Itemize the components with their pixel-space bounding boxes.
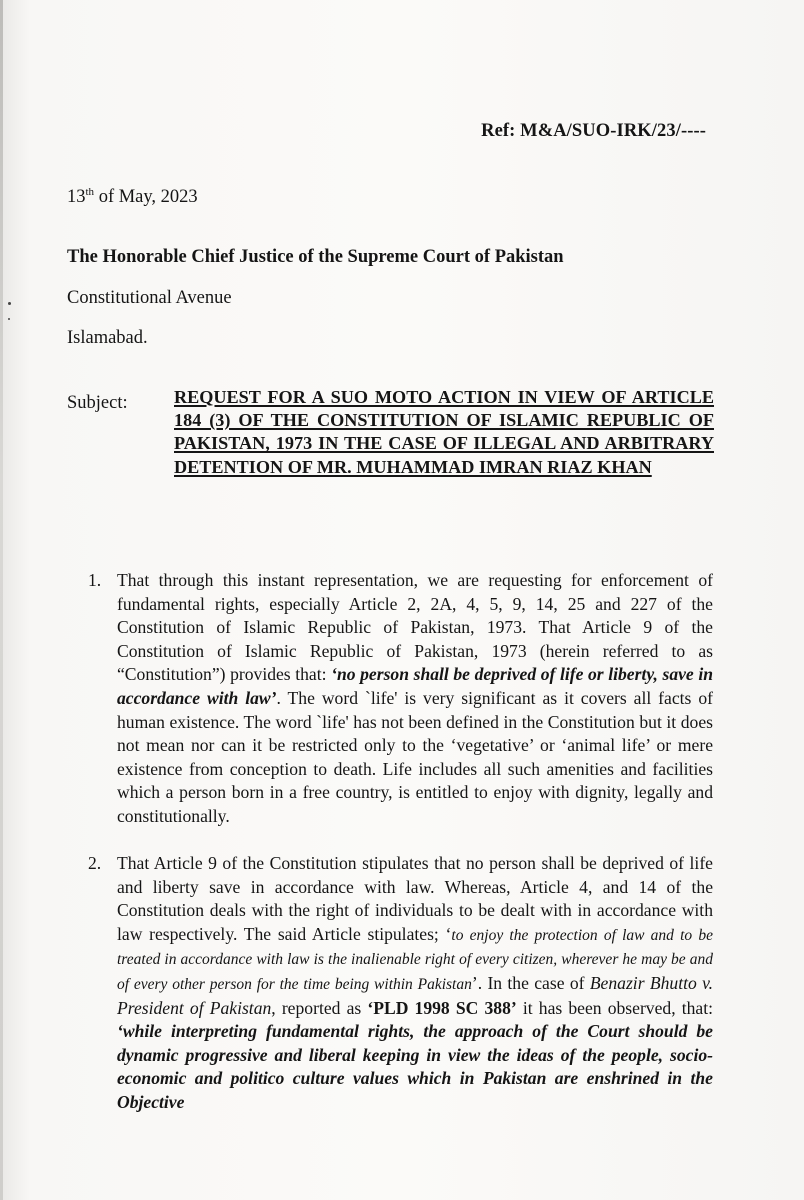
quoted-article-text: to enjoy the protection of law and to be treated in accordance with law is the inalienable right of every citizen, wherever he may be and of every other person for the time being within Pakistan [117, 926, 713, 993]
letter-date: 13th of May, 2023 [67, 186, 198, 207]
paragraph-1 [88, 569, 713, 829]
paragraph-body: That Article 9 of the Constitution stipulates that no person shall be deprived of life and liberty save in accordance with law. Whereas, Article 4, and 14 of the Constitution deals with the right of individuals to be dealt with in accordance with law respectively. The said Article stipulates; ‘to enjoy the protection of law and to be treated in accordance with law is the inalienable right of every citizen, wherever he may be and of every other person for the time being within Pakistan’. In the case of Benazir Bhutto v. President of Pakistan, reported as ‘PLD 1998 SC 388’ it has been observed, that: ‘while interpreting fundamental rights, the approach of the Court should be dynamic progressive and liberal keeping in view the ideas of the people, socio-economic and politico culture values which in Pakistan are enshrined in the Objective [117, 853, 714, 1112]
case-name: Benazir Bhutto v. President of Pakistan [117, 972, 714, 1018]
paragraph-number: 2. [88, 853, 102, 873]
court-observation-quote: ‘while interpreting fundamental rights, the approach of the Court should be dynamic progressive and liberal keeping in view the ideas of the people, socio-economic and politico culture values which in Pakistan are enshrined in the Objective [117, 1021, 713, 1112]
page-edge-shadow [0, 0, 3, 1200]
paragraph-2 [88, 852, 713, 1115]
addressee-title: The Honorable Chief Justice of the Supreme Court of Pakistan [67, 247, 564, 267]
scan-speck [8, 302, 11, 305]
addressee-line-1: Constitutional Avenue [67, 288, 232, 308]
subject-label: Subject: [67, 393, 128, 413]
quoted-law-text: ‘no person shall be deprived of life or liberty, save in accordance with law’ [117, 664, 713, 708]
subject-text: REQUEST FOR A SUO MOTO ACTION IN VIEW OF ARTICLE 184 (3) OF THE CONSTITUTION OF ISLAMIC REPUBLIC OF PAKISTAN, 1973 IN THE CASE OF ILLEGAL AND ARBITRARY DETENTION OF MR. MUHAMMAD IMRAN RIAZ KHAN [174, 387, 714, 477]
scan-speck [8, 318, 10, 320]
paragraph-body: That through this instant representation, we are requesting for enforcement of fundamental rights, especially Article 2, 2A, 4, 5, 9, 14, 25 and 227 of the Constitution of Islamic Republic of Pakistan, 1973. That Article 9 of the Constitution of Islamic Republic of Pakistan, 1973 (herein referred to as “Constitution”) provides that: ‘no person shall be deprived of life or liberty, save in accordance with law’. The word `life' is very significant as it covers all facts of human existence. The word `life' has not been defined in the Constitution but it does not mean nor can it be restricted only to the ‘vegetative’ or ‘animal life’ or mere existence from conception to death. Life includes all such amenities and facilities which a person born in a free country, is entitled to enjoy with dignity, legally and constitutionally. [117, 570, 713, 826]
reference-number: Ref: M&A/SUO-IRK/23/---- [481, 121, 706, 141]
case-citation: ‘PLD 1998 SC 388’ [367, 997, 517, 1018]
paragraph-number: 1. [88, 570, 102, 590]
addressee-line-2: Islamabad. [67, 328, 148, 348]
